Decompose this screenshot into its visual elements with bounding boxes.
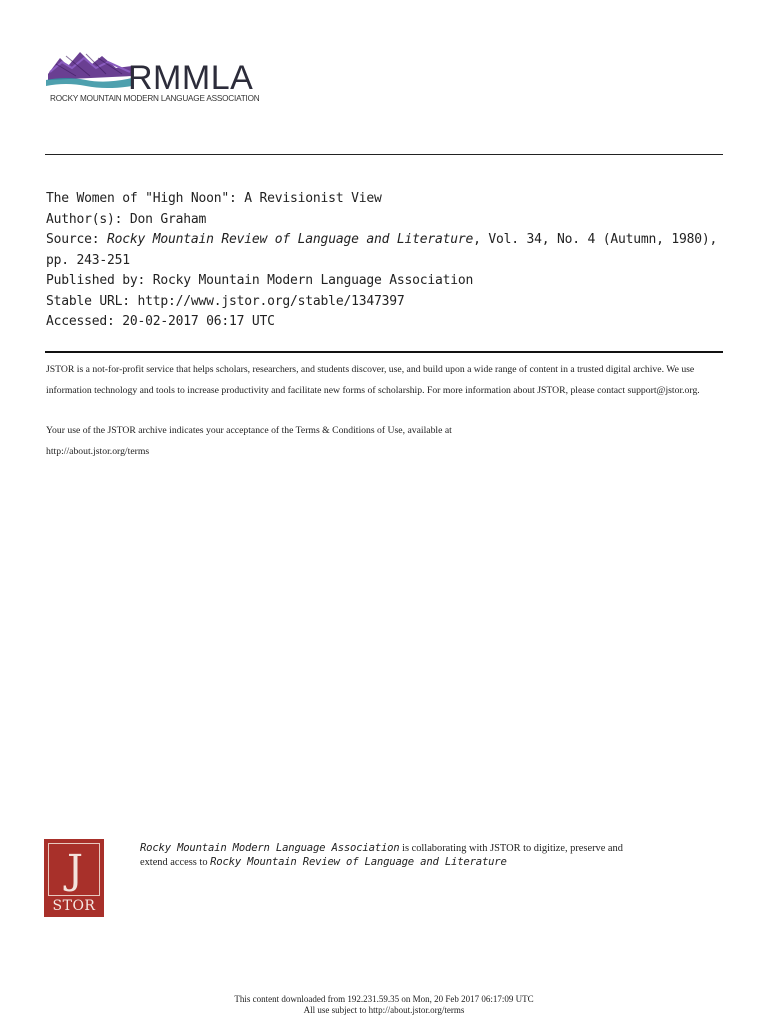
collab-journal: Rocky Mountain Review of Language and Literature — [210, 855, 507, 868]
article-pages: pp. 243-251 — [46, 252, 130, 268]
jstor-logo-letter: J — [66, 847, 84, 893]
jstor-notice — [46, 360, 726, 462]
stable-url[interactable]: Stable URL: http://www.jstor.org/stable/1347397 — [46, 293, 405, 309]
article-source — [46, 230, 726, 251]
terms-notice: Your use of the JSTOR archive indicates your acceptance of the Terms & Conditions of Use, available at — [46, 425, 452, 436]
rmmla-logo — [46, 46, 261, 108]
logo-wordmark: RMMLA — [128, 59, 254, 97]
jstor-logo-frame — [48, 843, 100, 896]
terms-link[interactable]: http://about.jstor.org/terms — [46, 445, 150, 457]
source-volume: , Vol. 34, No. 4 (Autumn, 1980), — [473, 232, 718, 247]
collab-prefix: extend access to — [140, 856, 211, 868]
logo-subtitle: ROCKY MOUNTAIN MODERN LANGUAGE ASSOCIATION — [50, 94, 260, 103]
article-publisher: Published by: Rocky Mountain Modern Language Association — [46, 273, 474, 288]
source-journal: Rocky Mountain Review of Language and Literature — [107, 232, 474, 247]
article-author: Author(s): Don Graham — [46, 211, 207, 227]
source-label: Source: — [46, 232, 108, 247]
collaboration-note — [140, 842, 730, 869]
middle-divider — [45, 351, 723, 353]
mountain-logo-icon — [46, 46, 136, 96]
top-divider — [45, 154, 723, 155]
download-footer — [0, 994, 768, 1015]
footer-terms-line: All use subject to http://about.jstor.org/terms — [303, 1004, 465, 1015]
collab-mid: is collaborating with JSTOR to digitize, preserve and — [399, 843, 623, 854]
footer-download-line: This content downloaded from 192.231.59.35 on Mon, 20 Feb 2017 06:17:09 UTC — [234, 994, 534, 1004]
jstor-logo-text: STOR — [52, 898, 96, 914]
jstor-logo — [44, 839, 104, 917]
citation-block — [46, 189, 726, 333]
accessed-date: Accessed: 20-02-2017 06:17 UTC — [46, 314, 275, 329]
jstor-description: JSTOR is a not-for-profit service that helps scholars, researchers, and students discover, use, and build upon a wide range of content in a trusted digital archive. We use information technology and tools to increase productivity and facilitate new forms of scholarship. For more information about JSTOR, please contact support@jstor.org. — [46, 364, 700, 396]
collab-org: Rocky Mountain Modern Language Association — [140, 842, 400, 854]
article-title: The Women of "High Noon": A Revisionist View — [46, 191, 382, 206]
